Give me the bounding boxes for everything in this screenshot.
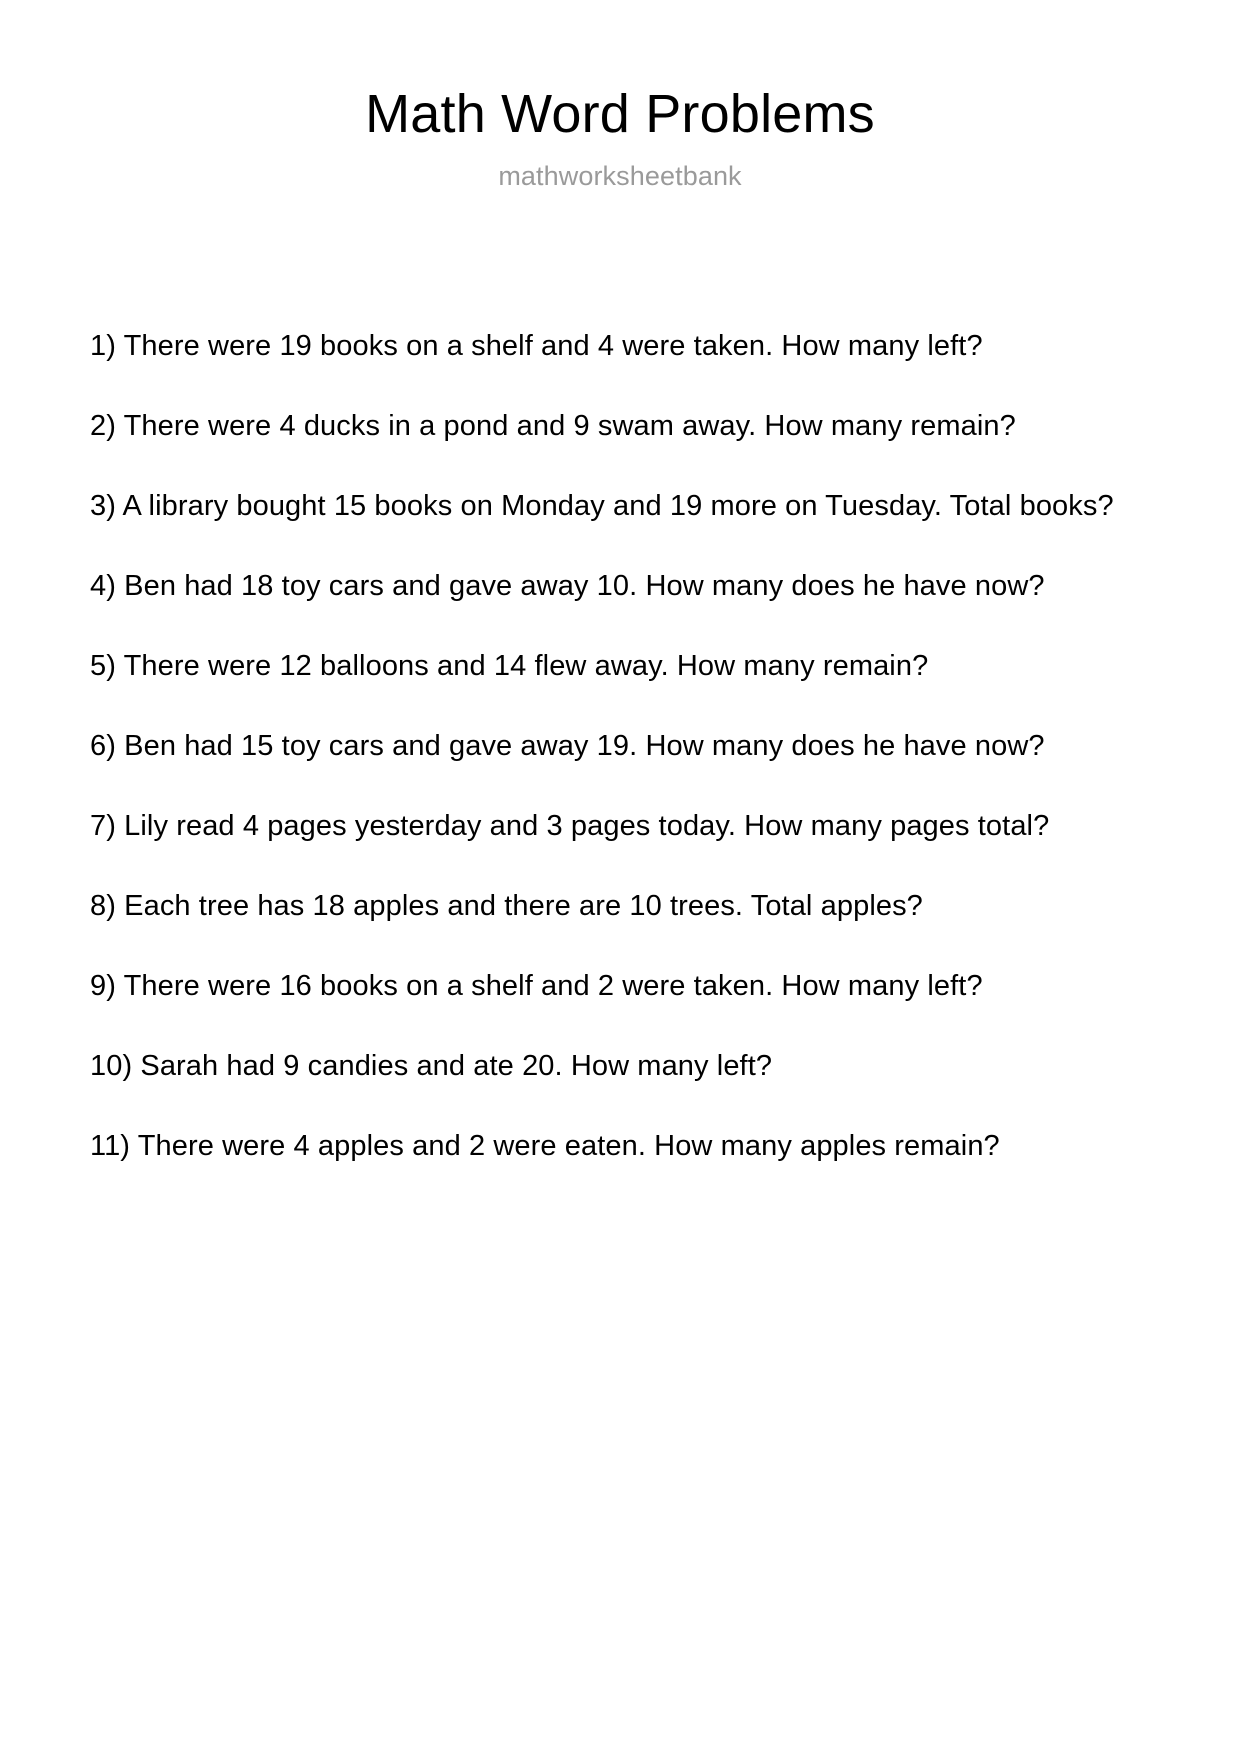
list-item	[0, 786, 1240, 866]
list-item	[0, 386, 1240, 466]
problem-text: 6) Ben had 15 toy cars and gave away 19. How many does he have now?	[90, 729, 1045, 762]
list-item	[0, 1026, 1240, 1106]
list-item	[0, 546, 1240, 626]
problem-list	[0, 306, 1240, 1186]
problem-text: 11) There were 4 apples and 2 were eaten. How many apples remain?	[90, 1129, 1000, 1162]
list-item	[0, 466, 1240, 546]
problem-text: 3) A library bought 15 books on Monday and 19 more on Tuesday. Total books?	[90, 489, 1114, 522]
problem-text: 7) Lily read 4 pages yesterday and 3 pages today. How many pages total?	[90, 809, 1050, 842]
worksheet-header	[0, 0, 1240, 193]
list-item	[0, 946, 1240, 1026]
list-item	[0, 866, 1240, 946]
problem-text: 5) There were 12 balloons and 14 flew away. How many remain?	[90, 649, 929, 682]
list-item	[0, 706, 1240, 786]
blank-work-area	[0, 1200, 1240, 1754]
list-item	[0, 306, 1240, 386]
problem-text: 9) There were 16 books on a shelf and 2 were taken. How many left?	[90, 969, 983, 1002]
list-item	[0, 1106, 1240, 1186]
page-title: Math Word Problems	[365, 84, 875, 144]
problem-text: 8) Each tree has 18 apples and there are 10 trees. Total apples?	[90, 889, 923, 922]
problem-text: 4) Ben had 18 toy cars and gave away 10. How many does he have now?	[90, 569, 1045, 602]
worksheet-subtitle: mathworksheetbank	[498, 161, 742, 192]
problem-text: 1) There were 19 books on a shelf and 4 were taken. How many left?	[90, 329, 983, 362]
problem-text: 2) There were 4 ducks in a pond and 9 swam away. How many remain?	[90, 409, 1016, 442]
list-item	[0, 626, 1240, 706]
problem-text: 10) Sarah had 9 candies and ate 20. How many left?	[90, 1049, 773, 1082]
